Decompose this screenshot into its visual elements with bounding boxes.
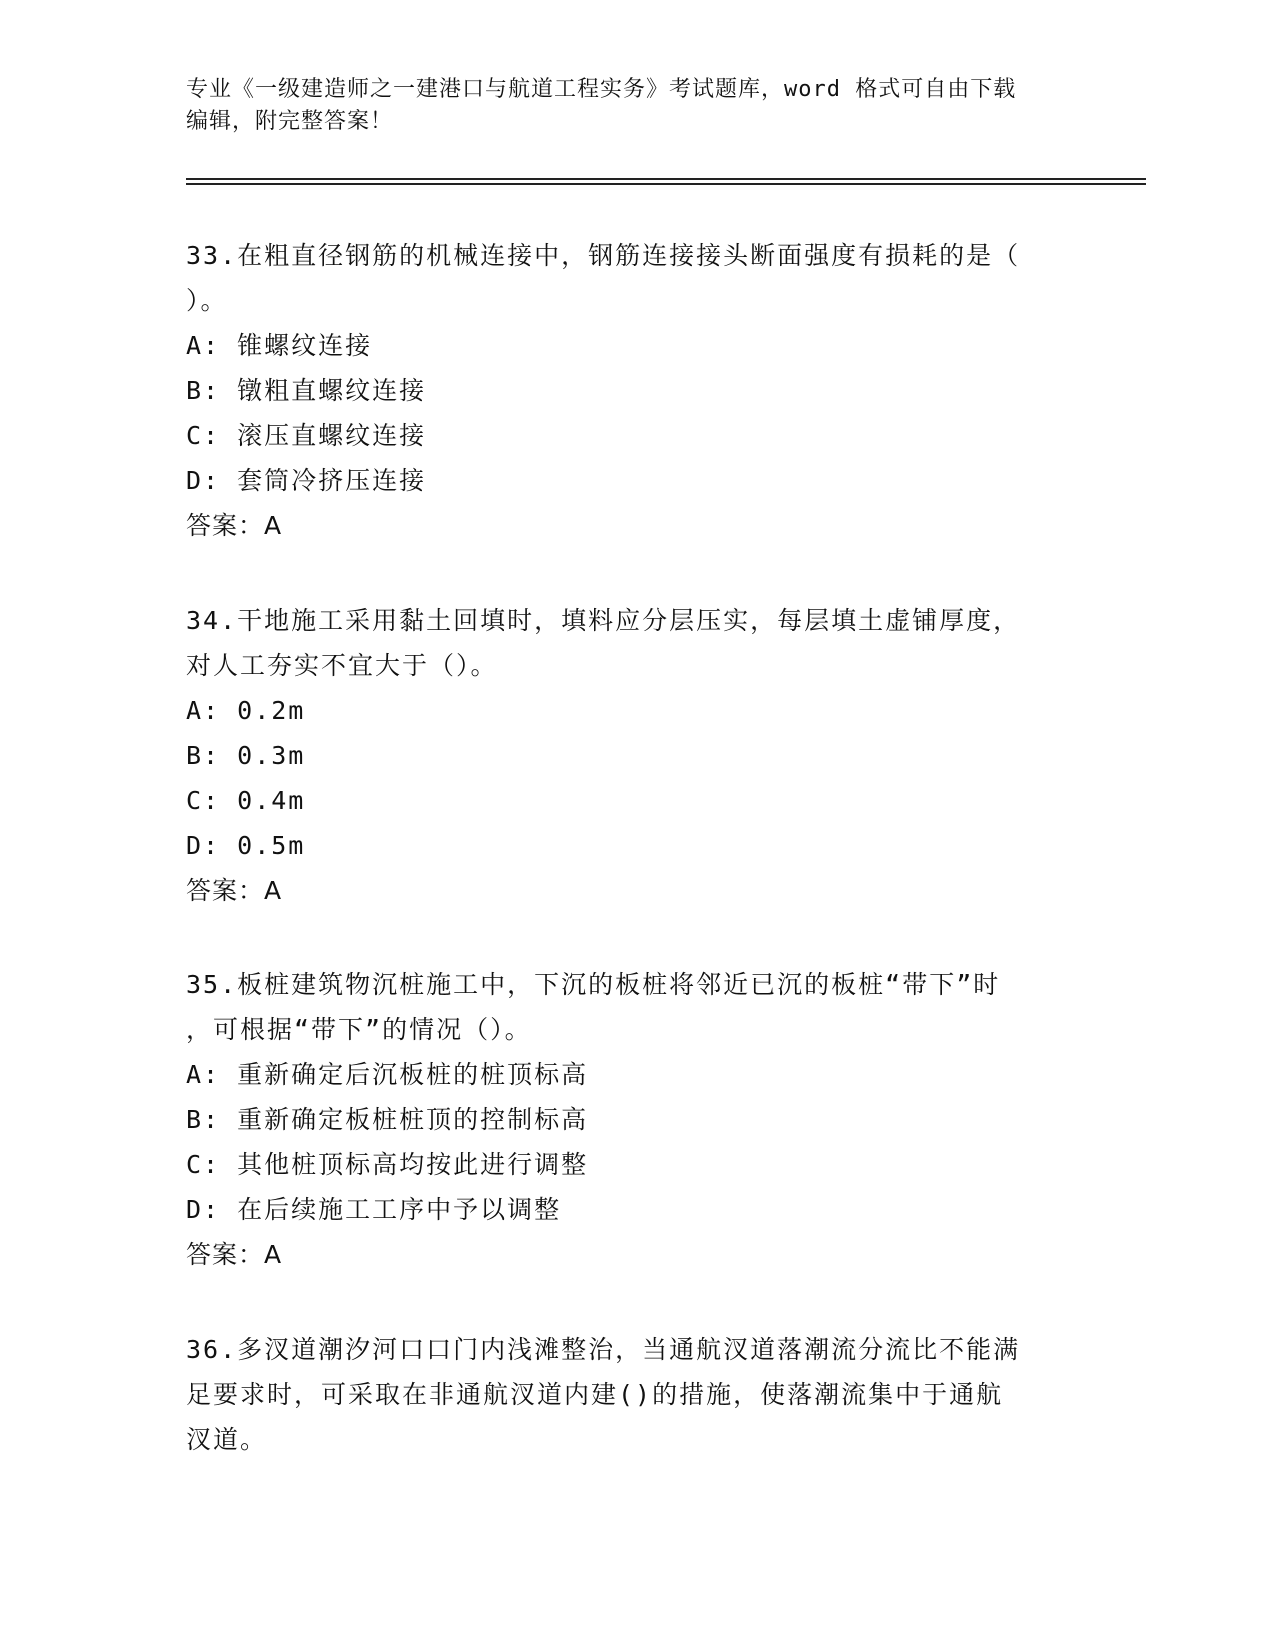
option-b: B: 镦粗直螺纹连接: [186, 376, 427, 405]
question-stem-line: 足要求时，可采取在非通航汊道内建()的措施，使落潮流集中于通航: [186, 1380, 1004, 1409]
option-b: B: 0.3m: [186, 741, 306, 770]
option-d: D: 套筒冷挤压连接: [186, 466, 427, 495]
option-d: D: 在后续施工工序中予以调整: [186, 1195, 562, 1224]
question-stem-line: 汊道。: [186, 1425, 268, 1454]
option-b: B: 重新确定板桩桩顶的控制标高: [186, 1105, 589, 1134]
question-35: [186, 962, 1086, 1277]
question-stem-line: ）。: [186, 286, 228, 315]
header-line-1: 专业《一级建造师之一建港口与航道工程实务》考试题库，word 格式可自由下载: [186, 77, 1017, 102]
document-header: [186, 74, 1086, 138]
question-stem-line: 36.多汊道潮汐河口口门内浅滩整治，当通航汊道落潮流分流比不能满: [186, 1335, 1021, 1364]
option-c: C: 滚压直螺纹连接: [186, 421, 427, 450]
header-divider-top: [186, 178, 1146, 180]
header-line-2: 编辑，附完整答案！: [186, 109, 394, 134]
option-c: C: 0.4m: [186, 786, 306, 815]
question-stem-line: 35.板桩建筑物沉桩施工中，下沉的板桩将邻近已沉的板桩“带下”时: [186, 970, 1001, 999]
option-a: A: 重新确定后沉板桩的桩顶标高: [186, 1060, 589, 1089]
question-stem-line: 33.在粗直径钢筋的机械连接中，钢筋连接接头断面强度有损耗的是（: [186, 241, 1021, 270]
question-stem-line: 对人工夯实不宜大于（）。: [186, 651, 498, 680]
question-34: [186, 598, 1086, 913]
option-d: D: 0.5m: [186, 831, 306, 860]
question-36: [186, 1327, 1086, 1462]
question-33: [186, 233, 1086, 548]
answer-line: 答案：A: [186, 876, 283, 905]
question-stem-line: ，可根据“带下”的情况（）。: [186, 1015, 532, 1044]
answer-line: 答案：A: [186, 1240, 283, 1269]
option-a: A: 锥螺纹连接: [186, 331, 373, 360]
option-a: A: 0.2m: [186, 696, 306, 725]
answer-line: 答案：A: [186, 511, 283, 540]
option-c: C: 其他桩顶标高均按此进行调整: [186, 1150, 589, 1179]
question-stem-line: 34.干地施工采用黏土回填时，填料应分层压实，每层填土虚铺厚度，: [186, 606, 1021, 635]
header-divider-bottom: [186, 183, 1146, 185]
